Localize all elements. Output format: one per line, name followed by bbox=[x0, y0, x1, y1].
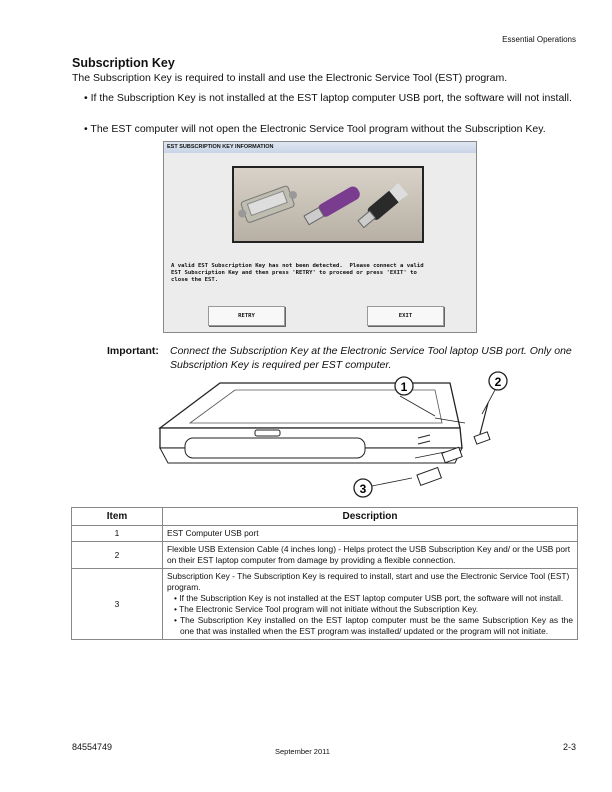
item-number: 1 bbox=[72, 526, 163, 542]
table-row bbox=[72, 526, 578, 542]
footer-page-number: 2-3 bbox=[562, 742, 576, 752]
callout-2: 2 bbox=[494, 375, 502, 389]
callout-1: 1 bbox=[400, 380, 408, 394]
intro-text: The Subscription Key is required to install and use the Electronic Service Tool (EST) program. bbox=[72, 72, 508, 84]
laptop-illustration bbox=[150, 368, 510, 503]
callout-3: 3 bbox=[359, 482, 367, 496]
footer-date: September 2011 bbox=[275, 747, 330, 756]
bullet-text: The Subscription Key installed on the EST laptop computer must be the same Subscription Key as the one that was installed when the EST program was installed/ updated or the program will not initiate. bbox=[180, 615, 574, 636]
bullet-item: • If the Subscription Key is not installed at the EST laptop computer USB port, the software will not install. bbox=[84, 92, 572, 104]
important-text: Connect the Subscription Key at the Electronic Service Tool laptop USB port. Only one Subscription Key is required per EST computer. bbox=[170, 345, 572, 371]
item-description: EST Computer USB port bbox=[163, 526, 578, 542]
table-header-row bbox=[72, 508, 578, 526]
description-bullet: • If the Subscription Key is not installed at the EST laptop computer USB port, the software will not install. bbox=[174, 593, 564, 603]
description-bullet: • The Electronic Service Tool program will not initiate without the Subscription Key. bbox=[174, 604, 479, 614]
table-row bbox=[72, 542, 578, 569]
items-table bbox=[71, 507, 578, 640]
bullet-text: If the Subscription Key is not installed at the EST laptop computer USB port, the software will not install. bbox=[179, 593, 564, 603]
description-text: Subscription Key - The Subscription Key is required to install, start and use the Electronic Service Tool (EST) program. bbox=[167, 571, 570, 592]
item-description: Flexible USB Extension Cable (4 inches long) - Helps protect the USB Subscription Key and/ or the USB port on their EST laptop computer from damage by providing a flexible connection. bbox=[163, 542, 578, 569]
description-bullet: • The Subscription Key installed on the EST laptop computer must be the same Subscription Key as the one that was installed when the EST program was installed/ updated or the program will not initiate. bbox=[174, 615, 574, 636]
item-number: 2 bbox=[72, 542, 163, 569]
item-number: 3 bbox=[72, 569, 163, 640]
header-item: Item bbox=[72, 508, 163, 526]
dialog-title: EST SUBSCRIPTION KEY INFORMATION bbox=[164, 142, 476, 153]
important-label-text: Important: bbox=[107, 345, 159, 357]
retry-button[interactable]: RETRY bbox=[208, 306, 285, 326]
dialog-message: A valid EST Subscription Key has not been detected. Please connect a valid EST Subscription Key and then press 'RETRY' to proceed or press 'EXIT' to close the EST. bbox=[171, 263, 424, 283]
bullet-text: If the Subscription Key is not installed at the EST laptop computer USB port, the software will not install. bbox=[90, 92, 572, 104]
footer-doc-number: 84554749 bbox=[72, 742, 113, 752]
item-description bbox=[163, 569, 578, 640]
bullet-text: The EST computer will not open the Electronic Service Tool program without the Subscription Key. bbox=[90, 123, 546, 135]
bullet-text: The Electronic Service Tool program will not initiate without the Subscription Key. bbox=[179, 604, 479, 614]
important-label bbox=[107, 344, 159, 358]
bullet-item: • The EST computer will not open the Electronic Service Tool program without the Subscription Key. bbox=[84, 123, 546, 135]
subscription-key-dialog bbox=[163, 141, 477, 333]
running-header: Essential Operations bbox=[502, 35, 576, 44]
section-title: Subscription Key bbox=[72, 56, 175, 70]
header-description: Description bbox=[163, 508, 578, 526]
subscription-keys-photo bbox=[232, 166, 424, 243]
exit-button[interactable]: EXIT bbox=[367, 306, 444, 326]
table-row bbox=[72, 569, 578, 640]
